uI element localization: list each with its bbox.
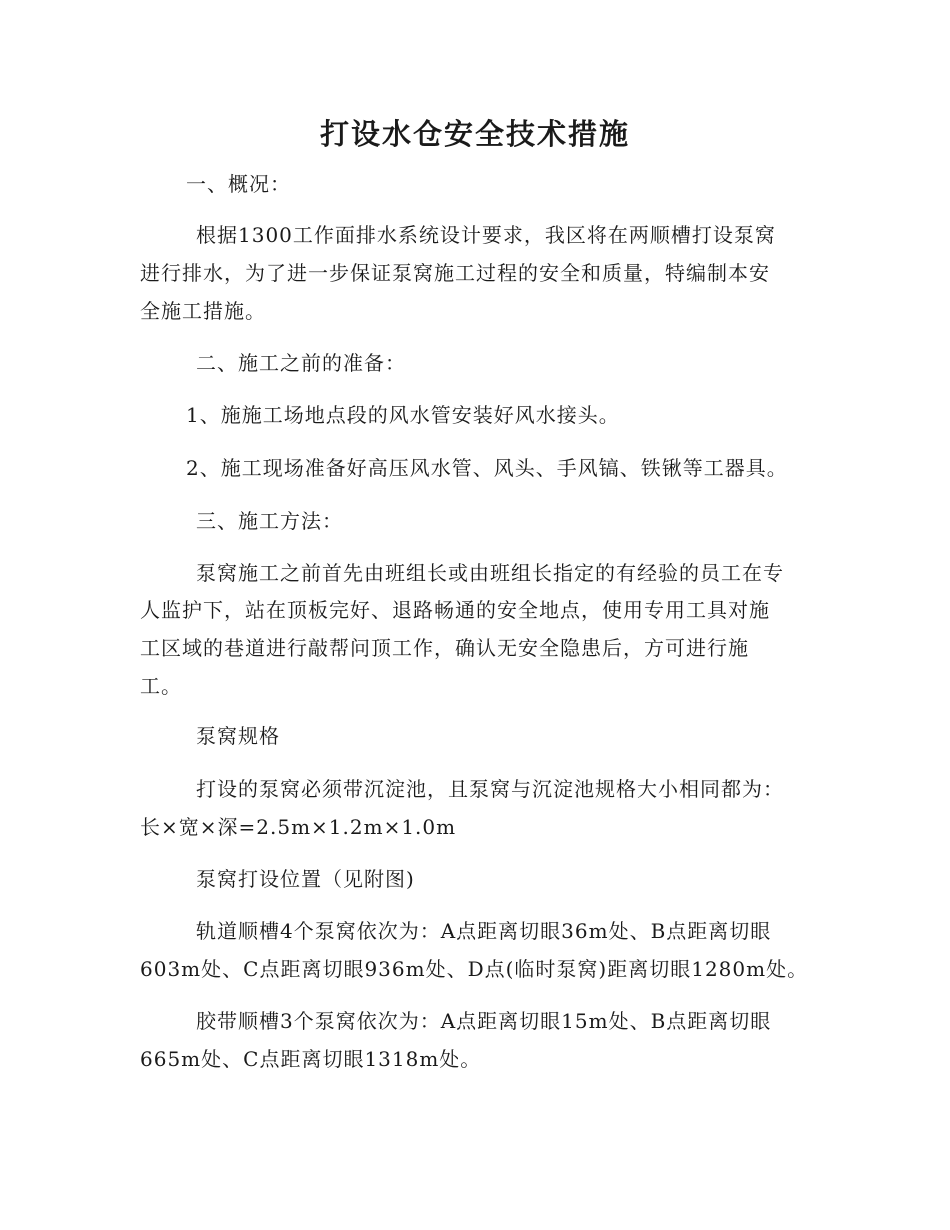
subheading-location: 泵窝打设位置（见附图)	[196, 867, 415, 891]
heading-method: 三、施工方法：	[196, 509, 343, 533]
paragraph-line: 603m处、C点距离切眼936m处、D点(临时泵窝)距离切眼1280m处。	[140, 957, 809, 981]
document-title: 打设水仓安全技术措施	[319, 117, 630, 151]
paragraph-line: 长×宽×深=2.5m×1.2m×1.0m	[140, 815, 457, 839]
paragraph-line: 工区域的巷道进行敲帮问顶工作，确认无安全隐患后，方可进行施	[140, 636, 749, 660]
paragraph-line: 轨道顺槽4个泵窝依次为：A点距离切眼36m处、B点距离切眼	[196, 919, 772, 943]
paragraph-line: 全施工措施。	[140, 299, 266, 323]
subheading-spec: 泵窝规格	[196, 724, 280, 748]
paragraph-line: 胶带顺槽3个泵窝依次为：A点距离切眼15m处、B点距离切眼	[196, 1009, 772, 1033]
paragraph-line: 人监护下，站在顶板完好、退路畅通的安全地点，使用专用工具对施	[140, 598, 770, 622]
paragraph-line: 工。	[140, 674, 182, 698]
list-item: 2、施工现场准备好高压风水管、风头、手风镐、铁锹等工器具。	[186, 456, 788, 480]
paragraph-line: 泵窝施工之前首先由班组长或由班组长指定的有经验的员工在专	[196, 561, 784, 585]
paragraph-line: 665m处、C点距离切眼1318m处。	[140, 1047, 482, 1071]
paragraph-line: 打设的泵窝必须带沉淀池，且泵窝与沉淀池规格大小相同都为：	[196, 777, 784, 801]
paragraph-line: 根据1300工作面排水系统设计要求，我区将在两顺槽打设泵窝	[196, 223, 776, 247]
paragraph-line: 进行排水，为了进一步保证泵窝施工过程的安全和质量，特编制本安	[140, 261, 770, 285]
heading-overview: 一、概况：	[186, 172, 291, 196]
heading-preparation: 二、施工之前的准备：	[196, 351, 406, 375]
list-item: 1、施施工场地点段的风水管安装好风水接头。	[186, 403, 620, 427]
